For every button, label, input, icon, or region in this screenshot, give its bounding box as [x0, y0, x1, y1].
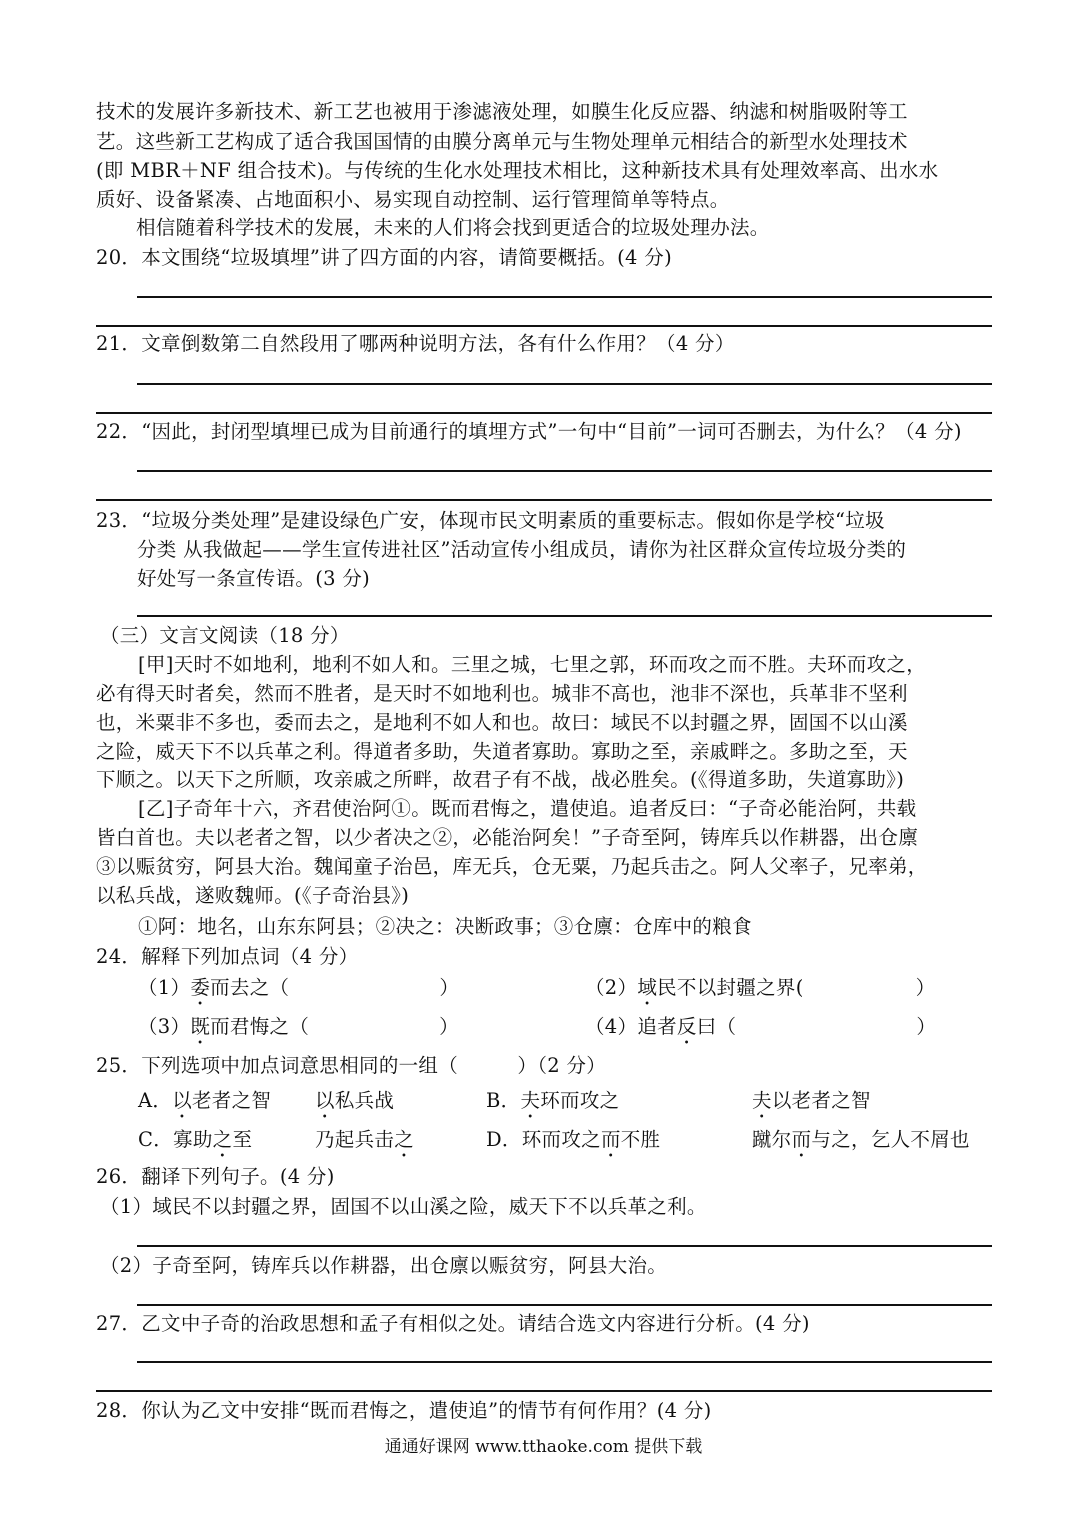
footnotes: ①阿：地名，山东东阿县；②决之：决断政事；③仓廪：仓库中的粮食	[138, 915, 752, 938]
passage-line: (即 MBR＋NF 组合技术)。与传统的生化水处理技术相比，这种新技术具有处理效率高、出水水	[96, 159, 939, 182]
yi-line: [乙]子奇年十六，齐君使治阿①。既而君悔之，遣使追。追者反曰：“子奇必能治阿，共载	[138, 797, 917, 820]
option-label: D．	[486, 1128, 522, 1151]
section-title: （三）文言文阅读（18 分）	[100, 624, 350, 647]
answer-line[interactable]	[137, 383, 992, 385]
dotted-word: 反	[676, 1015, 697, 1038]
item-text: 而君悔之（	[210, 1015, 310, 1038]
question-23: 23．“垃圾分类处理”是建设绿色广安，体现市民文明素质的重要标志。假如你是学校“垃圾	[96, 509, 885, 532]
option-b-2	[752, 1087, 871, 1123]
answer-line[interactable]	[137, 1304, 992, 1306]
dotted-word: 之	[394, 1128, 415, 1151]
q24-item-4[interactable]	[585, 1013, 936, 1049]
question-22: 22．“因此，封闭型填埋已成为目前通行的填埋方式”一句中“目前”一词可否删去，为什么？（4 分)	[96, 420, 962, 443]
option-a-2	[315, 1087, 394, 1123]
q24-item-3[interactable]	[138, 1013, 459, 1049]
option-c[interactable]	[138, 1126, 252, 1162]
jia-line: 之险，威天下不以兵革之利。得道者多助，失道者寡助。寡助之至，亲戚畔之。多助之至，天	[96, 740, 908, 763]
option-text: 老者之智	[192, 1089, 272, 1112]
yi-line: 以私兵战，遂败魏师。(《子奇治县》)	[96, 884, 410, 907]
q24-item-2[interactable]	[585, 974, 935, 1010]
item-text: 而去之（	[210, 976, 290, 999]
dotted-word: 以	[172, 1089, 192, 1112]
answer-line[interactable]	[96, 499, 992, 501]
option-text: 环而攻之	[521, 1128, 601, 1151]
item-text: 追者	[637, 1015, 677, 1038]
question-23: 分类 从我做起——学生宣传进社区”活动宣传小组成员，请你为社区群众宣传垃圾分类的	[137, 538, 907, 561]
question-25: 25．下列选项中加点词意思相同的一组（ ）（2 分）	[96, 1054, 607, 1077]
answer-line[interactable]	[137, 1361, 992, 1363]
yi-line: ③以赈贫穷，阿县大治。魏闻童子治邑，库无兵，仓无粟，乃起兵击之。阿人父率子，兄率弟，	[96, 855, 928, 878]
option-a[interactable]	[138, 1087, 271, 1123]
option-text: 乃起兵击	[315, 1128, 395, 1151]
passage-line: 技术的发展许多新技术、新工艺也被用于渗滤液处理，如膜生化反应器、纳滤和树脂吸附等工	[96, 100, 908, 123]
item-num: （1）	[138, 976, 191, 999]
item-num: （4）	[585, 1015, 638, 1038]
option-label: C．	[138, 1128, 174, 1151]
option-b[interactable]	[486, 1087, 619, 1123]
item-close: ）	[439, 976, 460, 999]
page-footer: 通通好课网 www.tthaoke.com 提供下载	[384, 1437, 703, 1457]
option-text: 不胜	[620, 1128, 661, 1151]
dotted-word: 夫	[520, 1089, 541, 1112]
answer-line[interactable]	[137, 470, 992, 472]
item-close: ）	[916, 1015, 937, 1038]
dotted-word: 而	[600, 1128, 621, 1151]
option-c-2	[315, 1126, 414, 1162]
question-21: 21．文章倒数第二自然段用了哪两种说明方法，各有什么作用？（4 分）	[96, 332, 735, 355]
answer-line[interactable]	[96, 1390, 992, 1392]
question-27: 27．乙文中子奇的治政思想和孟子有相似之处。请结合选文内容进行分析。(4 分)	[96, 1312, 810, 1335]
passage-line: 艺。这些新工艺构成了适合我国国情的由膜分离单元与生物处理单元相结合的新型水处理技术	[96, 130, 908, 153]
question-26: 26．翻译下列句子。(4 分)	[96, 1165, 335, 1188]
dotted-word: 域	[637, 976, 658, 999]
option-text: 寡助	[173, 1128, 213, 1151]
item-num: （3）	[138, 1015, 191, 1038]
answer-line[interactable]	[137, 296, 992, 298]
option-label: A．	[138, 1089, 173, 1112]
option-text: 蹴尔	[752, 1128, 792, 1151]
item-num: （2）	[585, 976, 638, 999]
jia-line: 也，米粟非不多也，委而去之，是地利不如人和也。故曰：域民不以封疆之界，固国不以山溪	[96, 711, 908, 734]
option-text: 与之，乞人不屑也	[811, 1128, 970, 1151]
q26-sentence-2: （2）子奇至阿，铸库兵以作耕器，出仓廪以赈贫穷，阿县大治。	[100, 1254, 668, 1277]
answer-line[interactable]	[96, 412, 992, 414]
passage-line: 相信随着科学技术的发展，未来的人们将会找到更适合的垃圾处理办法。	[136, 216, 770, 239]
item-text: 民不以封疆之界(	[657, 976, 804, 999]
jia-line: 必有得天时者矣，然而不胜者，是天时不如地利也。城非不高也，池非不深也，兵革非不坚利	[96, 682, 908, 705]
yi-line: 皆白首也。夫以老者之智，以少者决之②，必能治阿矣！”子奇至阿，铸库兵以作耕器，出仓廪	[96, 826, 919, 849]
answer-line[interactable]	[137, 1245, 992, 1247]
jia-line: [甲]天时不如地利，地利不如人和。三里之城，七里之郭，环而攻之而不胜。夫环而攻之，	[138, 653, 927, 676]
option-text: 环而攻之	[540, 1089, 620, 1112]
option-d-2	[752, 1126, 970, 1162]
dotted-word: 既	[190, 1015, 211, 1038]
passage-line: 质好、设备紧凑、占地面积小、易实现自动控制、运行管理简单等特点。	[96, 188, 730, 211]
jia-line: 下顺之。以天下之所顺，攻亲戚之所畔，故君子有不战，战必胜矣。(《得道多助，失道寡助》)	[96, 768, 905, 791]
question-28: 28．你认为乙文中安排“既而君悔之，遣使追”的情节有何作用？(4 分)	[96, 1399, 712, 1422]
option-text: 以老者之智	[771, 1089, 871, 1112]
item-close: ）	[439, 1015, 459, 1038]
answer-line[interactable]	[137, 615, 992, 617]
question-24: 24．解释下列加点词（4 分）	[96, 945, 359, 968]
answer-line[interactable]	[96, 325, 992, 327]
option-text: 至	[232, 1128, 253, 1151]
dotted-word: 委	[190, 976, 211, 999]
dotted-word: 而	[791, 1128, 812, 1151]
option-d[interactable]	[486, 1126, 660, 1162]
question-20: 20．本文围绕“垃圾填埋”讲了四方面的内容，请简要概括。(4 分)	[96, 246, 672, 269]
q24-item-1[interactable]	[138, 974, 459, 1010]
item-text: 曰（	[696, 1015, 737, 1038]
q26-sentence-1: （1）域民不以封疆之界，固国不以山溪之险，威天下不以兵革之利。	[100, 1195, 707, 1218]
question-23: 好处写一条宣传语。(3 分)	[137, 567, 371, 590]
item-close: ）	[915, 976, 936, 999]
option-text: 私兵战	[334, 1089, 395, 1112]
option-label: B．	[486, 1089, 521, 1112]
dotted-word: 以	[315, 1089, 335, 1112]
dotted-word: 之	[212, 1128, 233, 1151]
dotted-word: 夫	[752, 1089, 772, 1112]
